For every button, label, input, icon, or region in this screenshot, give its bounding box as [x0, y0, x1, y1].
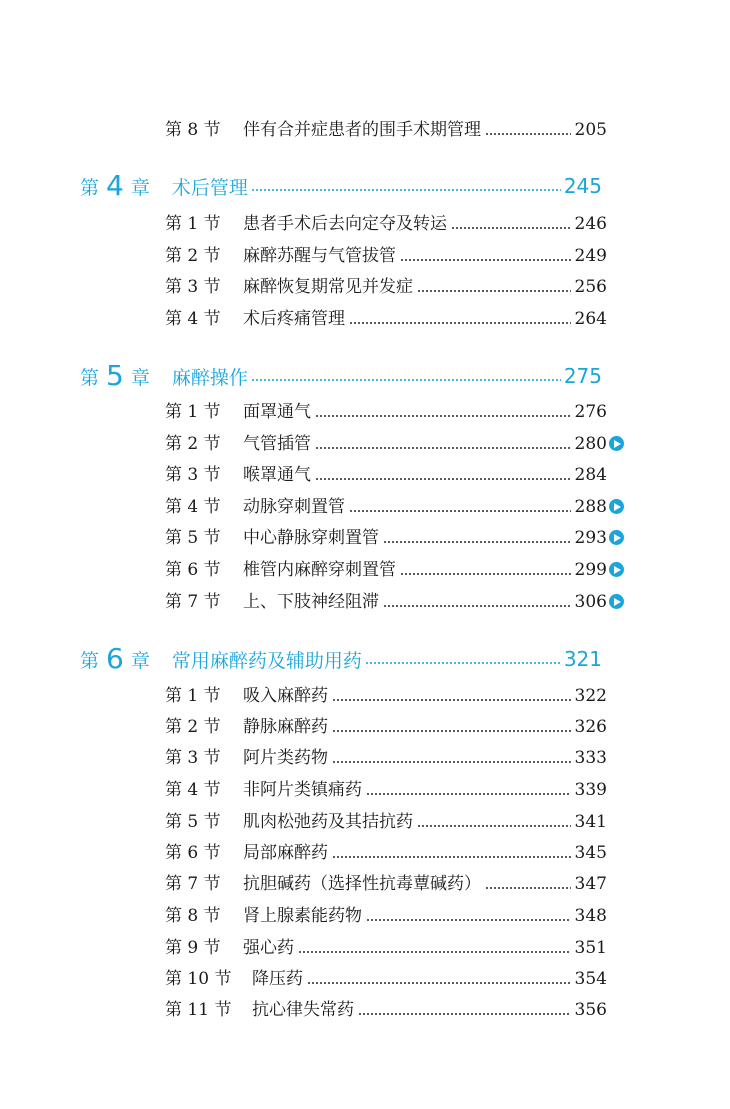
dot-leader	[298, 951, 571, 953]
section-number: 第 4 节	[165, 497, 221, 517]
dot-leader	[400, 573, 571, 575]
page-number: 356	[574, 1000, 607, 1020]
section-number: 第 4 节	[165, 780, 221, 800]
section-title: 静脉麻醉药	[243, 717, 328, 737]
dot-leader	[332, 856, 571, 858]
play-circle-icon[interactable]	[609, 436, 624, 451]
section-number: 第 5 节	[165, 528, 221, 548]
section-title: 降压药	[252, 969, 303, 989]
toc-entry[interactable]	[165, 966, 607, 992]
play-circle-icon[interactable]	[609, 499, 624, 514]
dot-leader	[417, 290, 571, 292]
section-number: 第 10 节	[165, 969, 232, 989]
section-title: 伴有合并症患者的围手术期管理	[243, 120, 481, 140]
toc-entry[interactable]	[165, 935, 607, 961]
page-number: 345	[574, 843, 607, 863]
play-circle-icon[interactable]	[609, 594, 624, 609]
dot-leader	[366, 793, 571, 795]
toc-entry[interactable]	[165, 525, 607, 551]
section-number: 第 3 节	[165, 465, 221, 485]
page-number: 246	[574, 214, 607, 234]
page-number: 299	[574, 560, 607, 580]
dot-leader	[332, 761, 571, 763]
section-number: 第 6 节	[165, 560, 221, 580]
chapter-title: 术后管理	[171, 176, 248, 199]
section-number: 第 8 节	[165, 906, 221, 926]
page-number: 333	[574, 748, 607, 768]
dot-leader	[383, 541, 571, 543]
dot-leader	[315, 447, 571, 449]
section-title: 面罩通气	[243, 402, 311, 422]
page-number: 249	[574, 246, 607, 266]
page-number: 351	[574, 938, 607, 958]
toc-entry[interactable]	[165, 211, 607, 237]
section-title: 气管插管	[243, 434, 311, 454]
dot-leader	[365, 662, 561, 664]
chapter-number: 5	[106, 359, 124, 392]
toc-entry[interactable]	[165, 589, 607, 615]
page-number: 205	[574, 120, 607, 140]
play-circle-icon[interactable]	[609, 562, 624, 577]
dot-leader	[251, 379, 561, 381]
section-title: 椎管内麻醉穿刺置管	[243, 560, 396, 580]
chapter-suffix: 章	[130, 649, 150, 672]
section-number: 第 1 节	[165, 686, 221, 706]
section-title: 吸入麻醉药	[243, 686, 328, 706]
dot-leader	[315, 478, 571, 480]
page-number: 326	[574, 717, 607, 737]
dot-leader	[251, 189, 561, 191]
toc-entry[interactable]	[165, 745, 607, 771]
section-number: 第 3 节	[165, 277, 221, 297]
toc-entry[interactable]	[165, 714, 607, 740]
dot-leader	[358, 1013, 571, 1015]
chapter-prefix: 第	[80, 366, 100, 389]
page-number: 341	[574, 812, 607, 832]
section-number: 第 2 节	[165, 246, 221, 266]
chapter-title: 常用麻醉药及辅助用药	[171, 649, 362, 672]
chapter-suffix: 章	[130, 176, 150, 199]
section-number: 第 4 节	[165, 309, 221, 329]
section-title: 抗胆碱药（选择性抗毒蕈碱药）	[243, 874, 481, 894]
section-title: 强心药	[243, 938, 294, 958]
chapter-prefix: 第	[80, 649, 100, 672]
page-number: 276	[574, 402, 607, 422]
toc-entry[interactable]	[165, 117, 607, 143]
toc-entry[interactable]	[165, 306, 607, 332]
section-title: 阿片类药物	[243, 748, 328, 768]
page-number: 348	[574, 906, 607, 926]
section-number: 第 11 节	[165, 1000, 232, 1020]
dot-leader	[332, 730, 571, 732]
dot-leader	[383, 605, 571, 607]
toc-entry[interactable]	[165, 494, 607, 520]
toc-entry[interactable]	[165, 431, 607, 457]
section-title: 动脉穿刺置管	[243, 497, 345, 517]
play-circle-icon[interactable]	[609, 530, 624, 545]
page-number: 322	[574, 686, 607, 706]
section-title: 肌肉松弛药及其拮抗药	[243, 812, 413, 832]
page-number: 256	[574, 277, 607, 297]
section-number: 第 3 节	[165, 748, 221, 768]
dot-leader	[451, 227, 571, 229]
toc-entry[interactable]	[165, 871, 607, 897]
dot-leader	[417, 825, 571, 827]
dot-leader	[366, 919, 571, 921]
chapter-page-number: 245	[563, 174, 602, 198]
chapter-page-number: 321	[563, 647, 602, 671]
section-number: 第 1 节	[165, 214, 221, 234]
section-number: 第 2 节	[165, 434, 221, 454]
page-number: 339	[574, 780, 607, 800]
chapter-number: 6	[106, 642, 124, 675]
dot-leader	[400, 259, 571, 261]
section-number: 第 1 节	[165, 402, 221, 422]
page-number: 288	[574, 497, 607, 517]
chapter-page-number: 275	[563, 364, 602, 388]
chapter-heading[interactable]	[80, 360, 602, 392]
dot-leader	[485, 887, 571, 889]
page-number: 284	[574, 465, 607, 485]
section-number: 第 6 节	[165, 843, 221, 863]
section-title: 上、下肢神经阻滞	[243, 592, 379, 612]
section-title: 中心静脉穿刺置管	[243, 528, 379, 548]
section-title: 抗心律失常药	[252, 1000, 354, 1020]
section-number: 第 9 节	[165, 938, 221, 958]
toc-entry[interactable]	[165, 557, 607, 583]
chapter-number: 4	[106, 169, 124, 202]
dot-leader	[349, 322, 571, 324]
section-title: 非阿片类镇痛药	[243, 780, 362, 800]
toc-entry[interactable]	[165, 840, 607, 866]
toc-entry[interactable]	[165, 399, 607, 425]
toc-entry[interactable]	[165, 809, 607, 835]
section-number: 第 5 节	[165, 812, 221, 832]
section-title: 喉罩通气	[243, 465, 311, 485]
toc-entry[interactable]	[165, 462, 607, 488]
section-title: 麻醉恢复期常见并发症	[243, 277, 413, 297]
toc-entry[interactable]	[165, 683, 607, 709]
section-title: 术后疼痛管理	[243, 309, 345, 329]
dot-leader	[349, 510, 571, 512]
chapter-prefix: 第	[80, 176, 100, 199]
chapter-heading[interactable]	[80, 170, 602, 202]
section-title: 肾上腺素能药物	[243, 906, 362, 926]
toc-entry[interactable]	[165, 997, 607, 1023]
section-number: 第 7 节	[165, 874, 221, 894]
dot-leader	[332, 699, 571, 701]
section-title: 麻醉苏醒与气管拔管	[243, 246, 396, 266]
dot-leader	[307, 982, 571, 984]
section-title: 患者手术后去向定夺及转运	[243, 214, 447, 234]
page-number: 306	[574, 592, 607, 612]
chapter-suffix: 章	[130, 366, 150, 389]
chapter-heading[interactable]	[80, 643, 602, 675]
page-number: 293	[574, 528, 607, 548]
toc-entry[interactable]	[165, 243, 607, 269]
section-number: 第 8 节	[165, 120, 221, 140]
page-number: 347	[574, 874, 607, 894]
dot-leader	[485, 133, 571, 135]
chapter-title: 麻醉操作	[171, 366, 248, 389]
page-number: 280	[574, 434, 607, 454]
section-number: 第 7 节	[165, 592, 221, 612]
dot-leader	[315, 415, 571, 417]
toc-entry[interactable]	[165, 777, 607, 803]
toc-entry[interactable]	[165, 274, 607, 300]
section-number: 第 2 节	[165, 717, 221, 737]
page-number: 354	[574, 969, 607, 989]
toc-entry[interactable]	[165, 903, 607, 929]
section-title: 局部麻醉药	[243, 843, 328, 863]
page-number: 264	[574, 309, 607, 329]
